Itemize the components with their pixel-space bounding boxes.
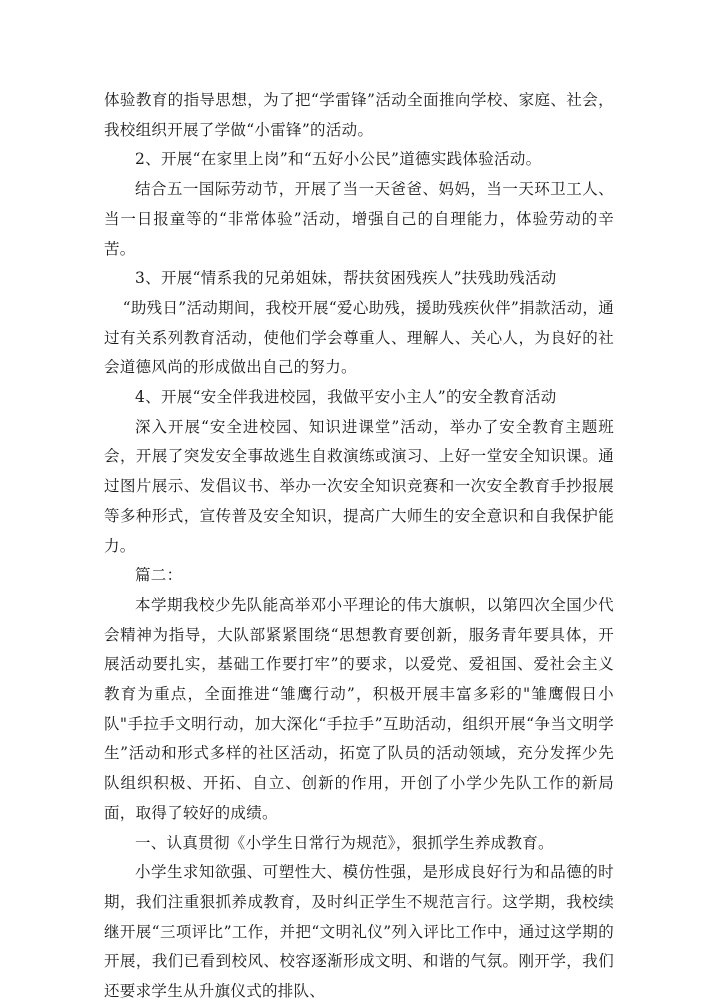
paragraph-intro-continued: 体验教育的指导思想，为了把“学雷锋”活动全面推向学校、家庭、社会，我校组织开展了学做“小雷锋”的活动。 <box>104 91 614 139</box>
paragraph-habit-education: 小学生求知欲强、可塑性大、模仿性强，是形成良好行为和品德的时期，我们注重狠抓养成教育，及时纠正学生不规范言行。这学期，我校续继开展“三项评比”工作，并把“文明礼仪”列入评比工作中，通过这学期的开展，我们已看到校风、校容逐渐形成文明、和谐的气氛。刚开学，我们还要求学生从升旗仪式的排队、 <box>104 863 614 1001</box>
paragraph-safety-education: 深入开展“安全进校园、知识进课堂”活动，举办了安全教育主题班会，开展了突发安全事故逃生自救演练或演习、上好一堂安全知识课。通过图片展示、发倡议书、举办一次安全知识竞赛和一次安全教育手抄报展等多种形式，宣传普及安全知识，提高广大师生的安全意识和自我保护能力。 <box>104 417 614 555</box>
section-heading-home-duty: 2、开展“在家里上岗”和“五好小公民”道德实践体验活动。 <box>135 150 542 169</box>
section-heading-behavior-code: 一、认真贯彻《小学生日常行为规范》，狠抓学生养成教育。 <box>135 833 554 852</box>
paragraph-disability-day: “助残日”活动期间，我校开展“爱心助残，援助残疾伙伴”捐款活动，通过有关系列教育活动，使他们学会尊重人、理解人、关心人，为良好的社会道德风尚的形成做出自己的努力。 <box>104 298 614 377</box>
section-heading-disabled-support: 3、开展“情系我的兄弟姐妹，帮扶贫困残疾人”扶残助残活动 <box>135 269 557 288</box>
document-body <box>104 86 614 1007</box>
paragraph-young-pioneers: 本学期我校少先队能高举邓小平理论的伟大旗帜，以第四次全国少代会精神为指导，大队部紧紧围绕“思想教育要创新，服务青年要具体，开展活动要扎实，基础工作要打牢”的要求，以爱党、爱祖国、爱社会主义教育为重点，全面推进“雏鹰行动”，积极开展丰富多彩的"雏鹰假日小队"手拉手文明行动，加大深化“手拉手”互助活动，组织开展“争当文明学生”活动和形式多样的社区活动，拓宽了队员的活动领域，充分发挥少先队组织积极、开拓、自立、创新的作用，开创了小学少先队工作的新局面，取得了较好的成绩。 <box>104 595 614 822</box>
section-heading-safety: 4、开展“安全伴我进校园，我做平安小主人”的安全教育活动 <box>135 388 557 407</box>
part-two-label: 篇二： <box>135 566 183 585</box>
paragraph-labor-day: 结合五一国际劳动节，开展了当一天爸爸、妈妈，当一天环卫工人、当一日报童等的“非常体验”活动，增强自己的自理能力，体验劳动的辛苦。 <box>104 180 614 258</box>
